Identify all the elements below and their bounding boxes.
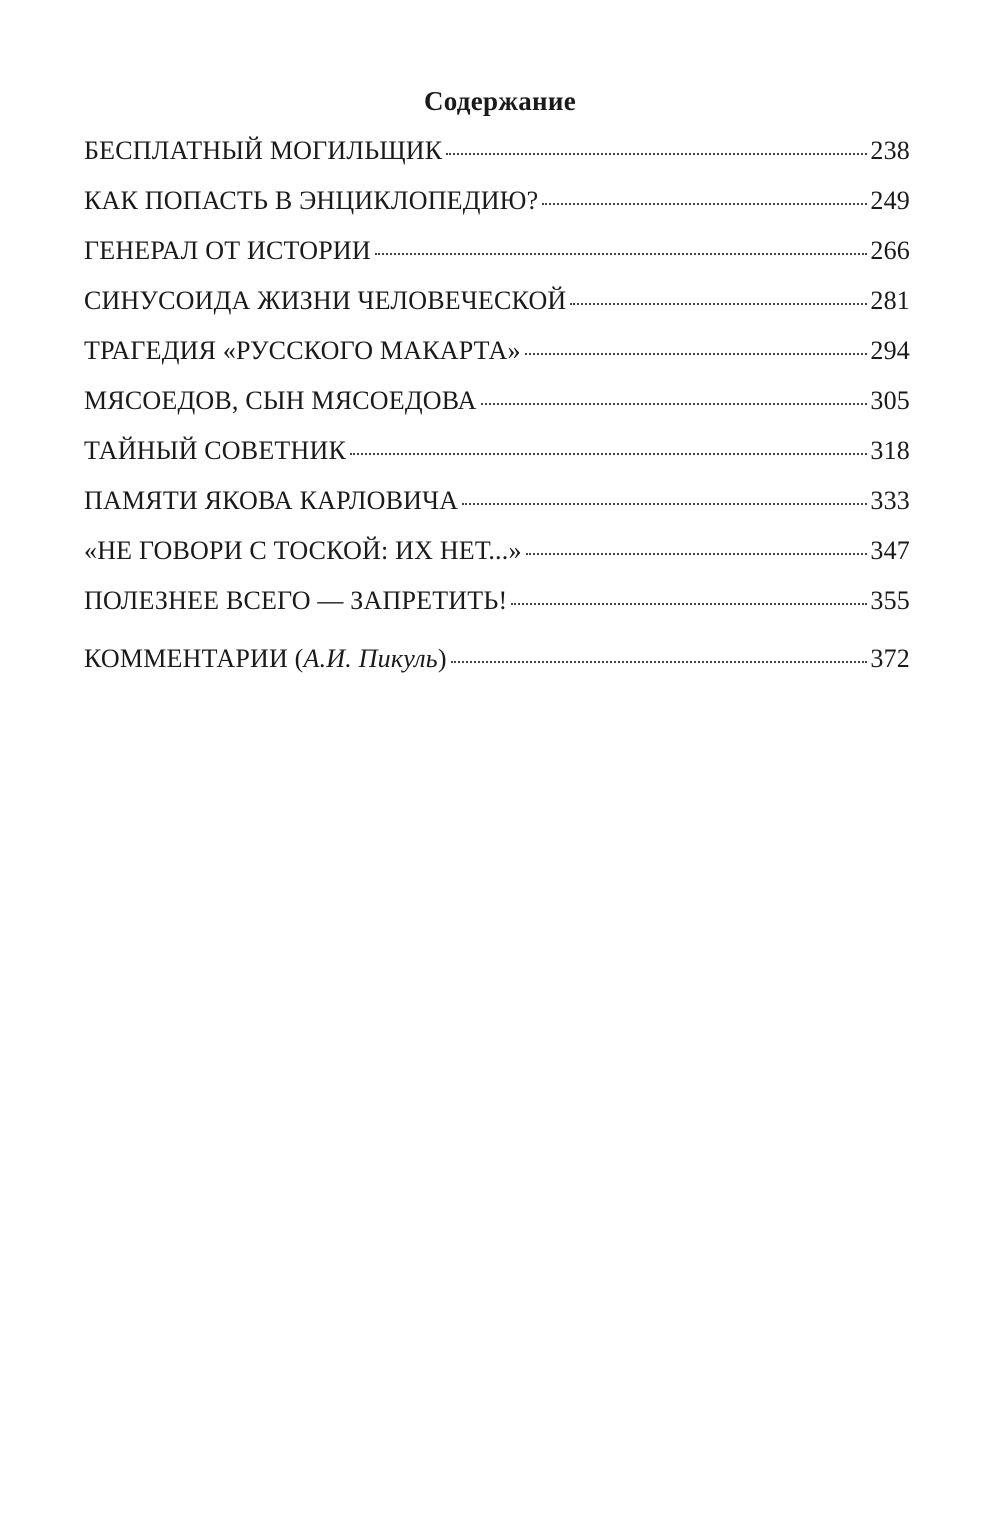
toc-heading: Содержание [423,86,577,116]
dot-leader [570,303,867,305]
toc-entry [84,486,910,536]
toc-entry-page: 355 [870,586,910,615]
dot-leader [542,203,867,205]
toc-entry-page: 249 [870,186,910,215]
toc-entry-title: ПАМЯТИ ЯКОВА КАРЛОВИЧА [84,486,459,515]
toc-entry-commentary [84,644,910,694]
dot-leader [451,661,868,663]
dot-leader [462,503,867,505]
dot-leader [511,603,867,605]
toc-entry-page: 318 [870,436,910,465]
toc-entry-title: БЕСПЛАТНЫЙ МОГИЛЬЩИК [84,136,443,165]
toc-entry [84,536,910,586]
toc-entry-page: 305 [870,386,910,415]
commentary-title: КОММЕНТАРИИ ( [84,644,304,673]
dot-leader [375,253,868,255]
dot-leader [446,153,867,155]
toc-entry-page: 333 [870,486,910,515]
toc-entry-title: СИНУСОИДА ЖИЗНИ ЧЕЛОВЕЧЕСКОЙ [84,286,567,315]
toc-entry-title: ТАЙНЫЙ СОВЕТНИК [84,436,346,465]
toc-entry [84,586,910,636]
toc-entry-page: 238 [870,136,910,165]
commentary-close-paren: ) [437,644,447,673]
toc-list [84,136,910,694]
toc-entry-title [84,644,447,674]
toc-entry-page: 266 [870,236,910,265]
toc-entry [84,186,910,236]
toc-entry-title: КАК ПОПАСТЬ В ЭНЦИКЛОПЕДИЮ? [84,186,539,215]
toc-entry [84,286,910,336]
dot-leader [481,403,868,405]
toc-entry [84,136,910,186]
toc-entry-title: ГЕНЕРАЛ ОТ ИСТОРИИ [84,236,371,265]
dot-leader [526,553,868,555]
toc-entry-title: ПОЛЕЗНЕЕ ВСЕГО — ЗАПРЕТИТЬ! [84,586,508,615]
toc-entry [84,336,910,386]
toc-entry-page: 372 [870,644,910,673]
toc-entry-title: «НЕ ГОВОРИ С ТОСКОЙ: ИХ НЕТ...» [84,536,522,565]
toc-entry-title: ТРАГЕДИЯ «РУССКОГО МАКАРТА» [84,336,521,365]
commentary-author: А.И. Пикуль [303,644,438,673]
toc-entry-page: 294 [870,336,910,365]
toc-entry [84,236,910,286]
dot-leader [525,353,868,355]
toc-entry-page: 347 [870,536,910,565]
toc-entry [84,436,910,486]
dot-leader [350,453,867,455]
toc-entry-title: МЯСОЕДОВ, СЫН МЯСОЕДОВА [84,386,477,415]
toc-entry-page: 281 [870,286,910,315]
toc-entry [84,386,910,436]
